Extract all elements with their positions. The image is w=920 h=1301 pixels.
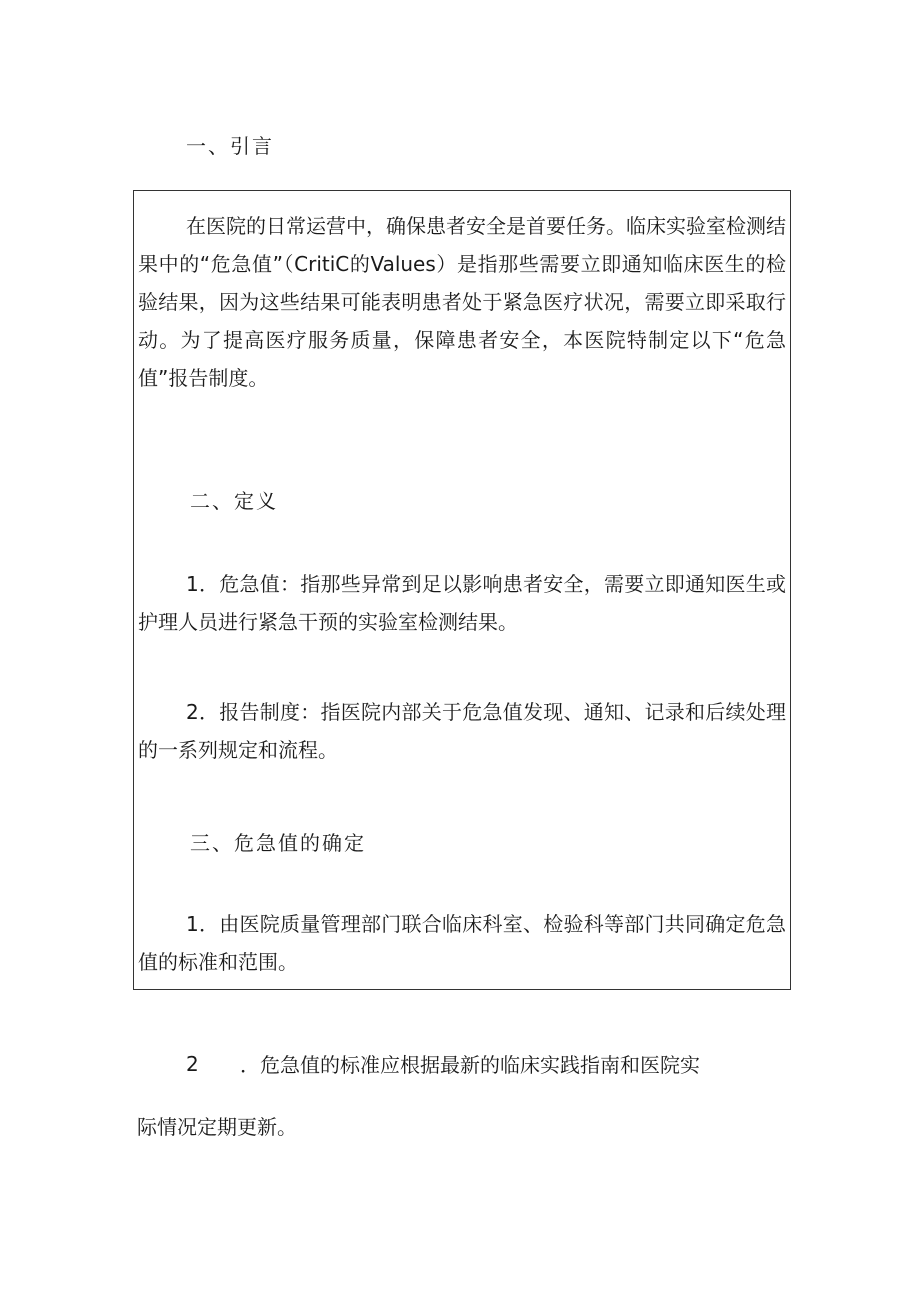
- item-2-line-1: ．危急值的标准应根据最新的临床实践指南和医院实: [240, 1053, 700, 1077]
- definition-item-2: 2．报告制度：指医院内部关于危急值发现、通知、记录和后续处理的一系列规定和流程。: [138, 700, 786, 762]
- introduction-paragraph: 在医院的日常运营中，确保患者安全是首要任务。临床实验室检测结果中的“危急值”（CritiC的Values）是指那些需要立即通知临床医生的检验结果，因为这些结果可能表明患者处于紧急医疗状况，需要立即采取行动。为了提高医疗服务质量，保障患者安全，本医院特制定以下“危急值”报告制度。: [138, 214, 786, 390]
- section-heading-introduction: 一、引言: [186, 134, 274, 158]
- item-2-line-2: 际情况定期更新。: [137, 1115, 297, 1139]
- item-2-number: 2: [186, 1052, 199, 1076]
- section-heading-determination: 三、危急值的确定: [190, 831, 366, 855]
- section-heading-definition: 二、定义: [190, 489, 278, 513]
- definition-item-1: 1．危急值：指那些异常到足以影响患者安全，需要立即通知医生或护理人员进行紧急干预的实验室检测结果。: [138, 572, 786, 634]
- determination-item-1: 1．由医院质量管理部门联合临床科室、检验科等部门共同确定危急值的标准和范围。: [138, 912, 786, 974]
- content-frame: [133, 190, 791, 990]
